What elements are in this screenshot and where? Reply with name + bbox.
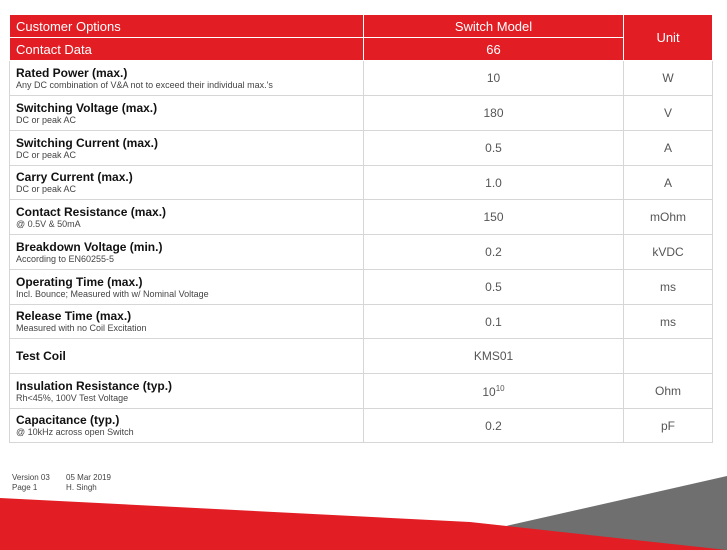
parameter-note: @ 10kHz across open Switch	[16, 427, 134, 437]
parameter-note: Rh<45%, 100V Test Voltage	[16, 392, 129, 403]
parameter-name: Carry Current (max.)	[16, 170, 133, 184]
date-label: 05 Mar 2019	[66, 473, 111, 482]
value-cell: 150	[364, 200, 624, 235]
value-cell: 0.5	[364, 270, 624, 305]
parameter-note: According to EN60255-5	[16, 253, 115, 264]
parameter-name: Test Coil	[16, 349, 66, 363]
unit-cell: mOhm	[624, 200, 713, 235]
parameter-note: DC or peak AC	[16, 114, 77, 125]
unit-cell: pF	[624, 409, 713, 443]
value-exponent: 10	[495, 383, 505, 393]
unit-cell: kVDC	[624, 235, 713, 270]
parameter-name: Switching Current (max.)	[16, 135, 159, 150]
unit-cell: ms	[624, 305, 713, 339]
parameter-name: Switching Voltage (max.)	[16, 100, 158, 115]
value-cell: 0.5	[364, 131, 624, 166]
value-cell: 0.2	[364, 409, 624, 443]
customer-options-header: Customer Options	[10, 15, 364, 38]
parameter-note: @ 0.5V & 50mA	[16, 218, 81, 229]
parameter-name: Rated Power (max.)	[16, 65, 128, 80]
author-label: H. Singh	[66, 483, 97, 492]
model-number: 66	[364, 38, 624, 61]
unit-cell: A	[624, 166, 713, 200]
page-label: Page 1	[12, 483, 38, 492]
parameter-note: Measured with no Coil Excitation	[16, 323, 147, 333]
parameter-name: Capacitance (typ.)	[16, 413, 120, 427]
version-label: Version 03	[12, 473, 50, 482]
value-cell: 180	[364, 96, 624, 131]
parameter-name: Breakdown Voltage (min.)	[16, 239, 163, 254]
value-cell: 1.0	[364, 166, 624, 200]
parameter-note: Any DC combination of V&A not to exceed their individual max.'s	[16, 79, 273, 90]
unit-cell: Ohm	[624, 374, 713, 409]
parameter-name: Operating Time (max.)	[16, 274, 143, 289]
unit-header: Unit	[624, 15, 713, 61]
value-cell: 10	[364, 61, 624, 96]
unit-cell: W	[624, 61, 713, 96]
parameter-name: Contact Resistance (max.)	[16, 204, 167, 219]
value-cell: KMS01	[364, 339, 624, 374]
value-cell: 0.1	[364, 305, 624, 339]
parameter-note: DC or peak AC	[16, 184, 77, 194]
parameter-name: Release Time (max.)	[16, 309, 132, 323]
switch-model-header: Switch Model	[364, 15, 624, 38]
unit-cell: ms	[624, 270, 713, 305]
unit-cell: V	[624, 96, 713, 131]
parameter-note: DC or peak AC	[16, 149, 77, 160]
value-cell: 0.2	[364, 235, 624, 270]
unit-cell: A	[624, 131, 713, 166]
contact-data-header: Contact Data	[10, 38, 364, 61]
value-base: 10	[482, 384, 496, 399]
parameter-name: Insulation Resistance (typ.)	[16, 378, 173, 393]
parameter-note: Incl. Bounce; Measured with w/ Nominal Voltage	[16, 288, 209, 299]
